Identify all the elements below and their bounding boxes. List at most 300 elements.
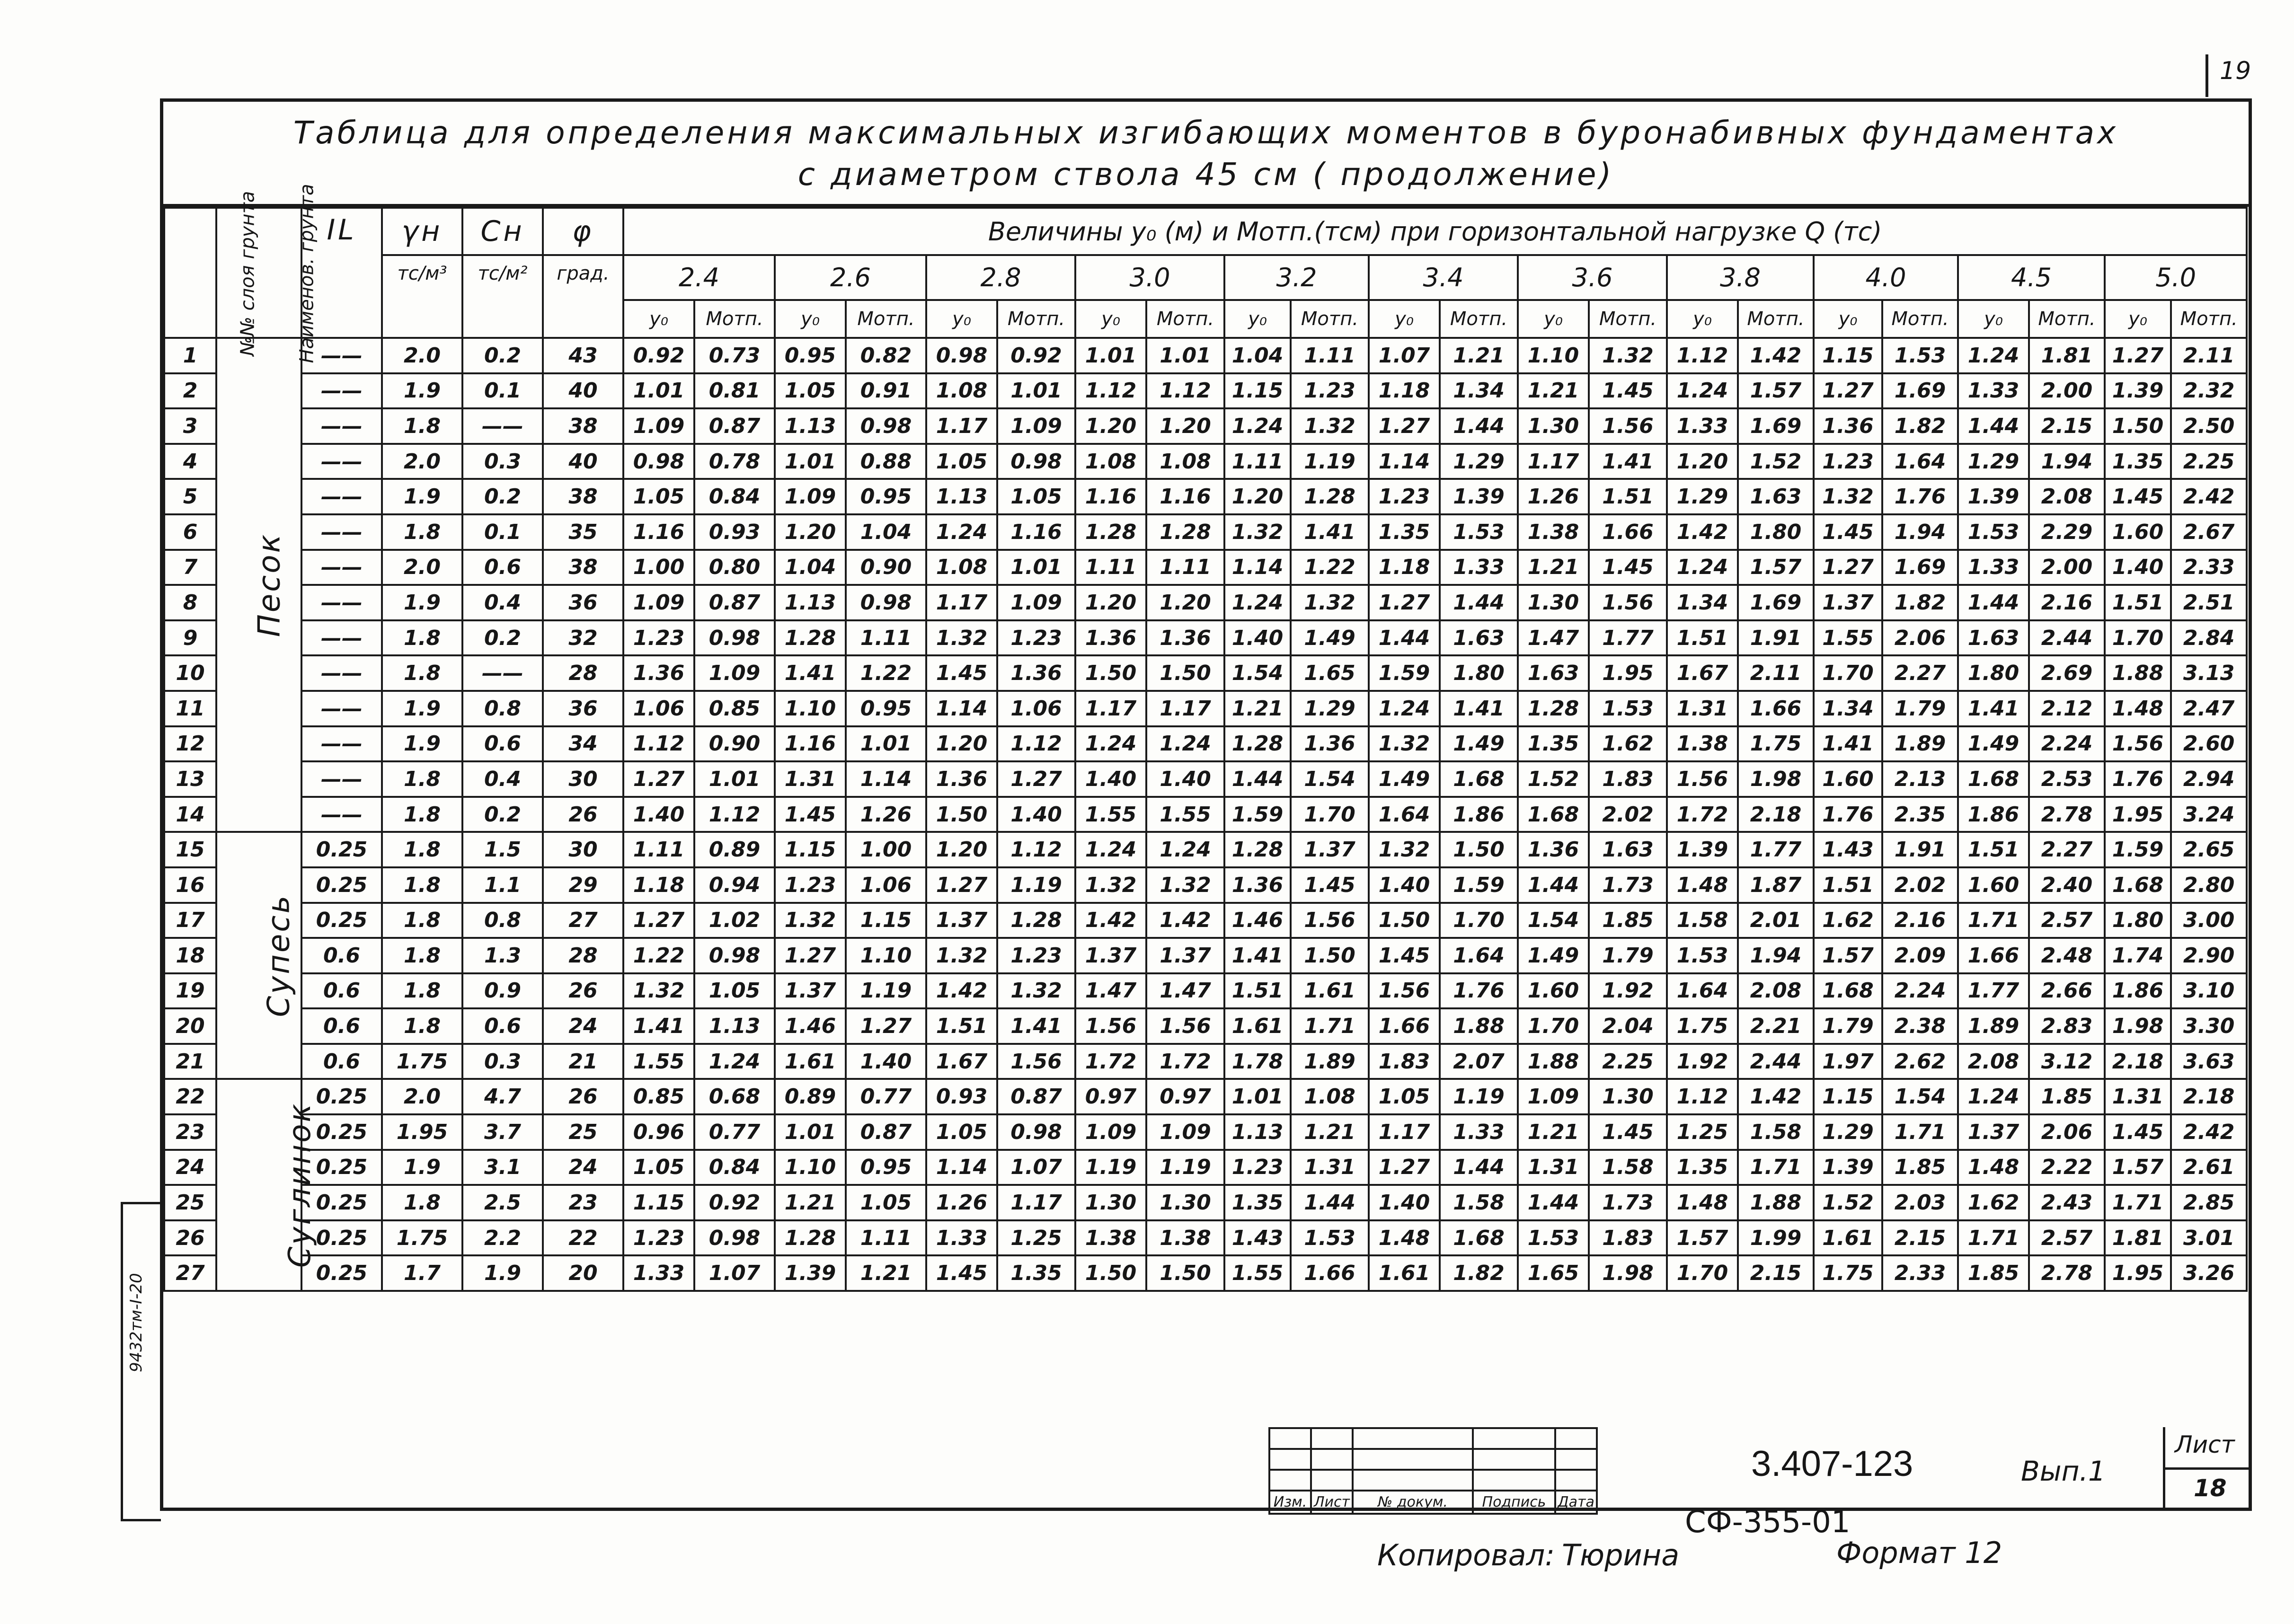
motp-subheader: Мотп. [1738, 300, 1814, 338]
y0-value: 1.68 [1518, 797, 1589, 832]
y0-value: 1.86 [1958, 797, 2029, 832]
gamma-value: 1.8 [382, 832, 462, 867]
motp-value: 0.80 [694, 550, 775, 585]
motp-value: 1.88 [1738, 1185, 1814, 1220]
motp-value: 2.29 [2029, 514, 2105, 550]
motp-value: 0.81 [694, 373, 775, 409]
y0-value: 1.29 [1958, 444, 2029, 479]
y0-value: 1.63 [1518, 655, 1589, 691]
y0-value: 1.45 [2105, 1114, 2171, 1150]
y0-value: 1.34 [1667, 585, 1738, 620]
y0-value: 1.35 [1667, 1150, 1738, 1185]
motp-value: 1.28 [997, 903, 1075, 938]
gamma-value: 1.8 [382, 408, 462, 444]
y0-value: 1.13 [926, 479, 997, 514]
y0-value: 1.27 [1814, 373, 1882, 409]
motp-value: 2.32 [2171, 373, 2247, 409]
gamma-value: 2.0 [382, 338, 462, 373]
motp-value: 1.05 [846, 1185, 926, 1220]
motp-value: 2.08 [2029, 479, 2105, 514]
y0-value: 1.21 [775, 1185, 846, 1220]
y0-value: 1.20 [926, 726, 997, 762]
y0-value: 1.37 [926, 903, 997, 938]
revision-grid [1268, 1427, 1598, 1515]
motp-value: 1.94 [1738, 938, 1814, 973]
motp-value: 1.37 [1291, 832, 1369, 867]
motp-value: 2.25 [1589, 1044, 1667, 1079]
phi-value: 43 [543, 338, 623, 373]
y0-value: 1.61 [1369, 1255, 1440, 1291]
y0-value: 1.23 [1814, 444, 1882, 479]
y0-subheader: y₀ [1369, 300, 1440, 338]
il-value: —— [301, 408, 382, 444]
load-header: 4.0 [1814, 255, 1958, 300]
y0-value: 1.16 [775, 726, 846, 762]
motp-value: 1.42 [1738, 1079, 1814, 1114]
motp-subheader: Мотп. [2171, 300, 2247, 338]
y0-value: 1.55 [623, 1044, 694, 1079]
motp-subheader: Мотп. [1146, 300, 1224, 338]
motp-value: 1.55 [1146, 797, 1224, 832]
y0-value: 1.68 [1814, 973, 1882, 1009]
c-value: —— [462, 408, 543, 444]
y0-value: 1.53 [1518, 1220, 1589, 1256]
y0-value: 1.57 [2105, 1150, 2171, 1185]
y0-value: 1.78 [1224, 1044, 1291, 1079]
y0-value: 1.88 [2105, 655, 2171, 691]
table-row [164, 444, 2247, 479]
motp-value: 1.07 [694, 1255, 775, 1291]
motp-value: 0.97 [1146, 1079, 1224, 1114]
motp-value: 2.43 [2029, 1185, 2105, 1220]
y0-value: 1.60 [2105, 514, 2171, 550]
y0-value: 1.17 [1075, 691, 1146, 726]
y0-value: 1.83 [1369, 1044, 1440, 1079]
motp-value: 1.92 [1589, 973, 1667, 1009]
y0-value: 1.42 [926, 973, 997, 1009]
motp-value: 0.77 [846, 1079, 926, 1114]
motp-value: 1.58 [1589, 1150, 1667, 1185]
y0-value: 1.71 [1958, 903, 2029, 938]
motp-value: 1.95 [1589, 655, 1667, 691]
y0-value: 1.32 [1224, 514, 1291, 550]
motp-value: 1.30 [1146, 1185, 1224, 1220]
y0-value: 1.43 [1814, 832, 1882, 867]
y0-value: 1.64 [1369, 797, 1440, 832]
y0-value: 1.36 [926, 761, 997, 797]
soil-group-name: Супесь [216, 832, 301, 1079]
motp-value: 2.00 [2029, 373, 2105, 409]
y0-value: 1.46 [775, 1008, 846, 1044]
il-value: 0.25 [301, 1079, 382, 1114]
motp-value: 1.79 [1589, 938, 1667, 973]
y0-value: 1.37 [1958, 1114, 2029, 1150]
y0-value: 1.80 [1958, 655, 2029, 691]
y0-value: 1.32 [926, 620, 997, 656]
header-c-unit: тс/м² [462, 255, 543, 338]
motp-value: 1.44 [1291, 1185, 1369, 1220]
y0-value: 1.68 [1958, 761, 2029, 797]
motp-value: 3.30 [2171, 1008, 2247, 1044]
motp-value: 1.32 [1291, 408, 1369, 444]
motp-value: 1.08 [1291, 1079, 1369, 1114]
y0-value: 1.39 [1667, 832, 1738, 867]
y0-value: 1.10 [775, 691, 846, 726]
y0-value: 1.44 [1518, 867, 1589, 903]
motp-value: 1.75 [1738, 726, 1814, 762]
y0-value: 1.09 [1075, 1114, 1146, 1150]
motp-value: 1.89 [1882, 726, 1958, 762]
y0-value: 1.38 [1518, 514, 1589, 550]
table-row [164, 620, 2247, 656]
y0-subheader: y₀ [1667, 300, 1738, 338]
soil-group-name: Суглинок [216, 1079, 301, 1291]
motp-value: 1.09 [997, 408, 1075, 444]
motp-value: 1.53 [1440, 514, 1518, 550]
il-value: —— [301, 691, 382, 726]
phi-value: 26 [543, 797, 623, 832]
motp-value: 1.36 [1291, 726, 1369, 762]
header-row-no: №№ слоя грунта [164, 208, 216, 338]
y0-value: 0.97 [1075, 1079, 1146, 1114]
motp-value: 1.50 [1146, 655, 1224, 691]
title-line-2: с диаметром ствола 45 см ( продолжение) [797, 156, 1614, 193]
motp-value: 1.71 [1882, 1114, 1958, 1150]
motp-subheader: Мотп. [694, 300, 775, 338]
y0-value: 1.24 [1958, 1079, 2029, 1114]
motp-value: 0.98 [694, 1220, 775, 1256]
phi-value: 32 [543, 620, 623, 656]
motp-value: 2.94 [2171, 761, 2247, 797]
motp-value: 3.00 [2171, 903, 2247, 938]
archive-number: СФ-355-01 [1685, 1505, 1851, 1540]
y0-value: 1.29 [1814, 1114, 1882, 1150]
motp-value: 2.33 [1882, 1255, 1958, 1291]
motp-value: 0.84 [694, 1150, 775, 1185]
y0-value: 1.40 [1369, 1185, 1440, 1220]
motp-value: 1.00 [846, 832, 926, 867]
motp-value: 3.63 [2171, 1044, 2247, 1079]
y0-value: 1.01 [1224, 1079, 1291, 1114]
motp-value: 1.26 [846, 797, 926, 832]
y0-value: 1.23 [623, 620, 694, 656]
motp-value: 1.64 [1440, 938, 1518, 973]
motp-value: 1.28 [1291, 479, 1369, 514]
y0-value: 1.71 [2105, 1185, 2171, 1220]
y0-value: 1.61 [1224, 1008, 1291, 1044]
gamma-value: 1.8 [382, 514, 462, 550]
y0-subheader: y₀ [926, 300, 997, 338]
motp-value: 1.01 [997, 373, 1075, 409]
phi-value: 38 [543, 550, 623, 585]
motp-value: 2.24 [2029, 726, 2105, 762]
y0-value: 1.47 [1518, 620, 1589, 656]
y0-value: 1.65 [1518, 1255, 1589, 1291]
y0-value: 1.20 [1075, 585, 1146, 620]
motp-value: 2.57 [2029, 1220, 2105, 1256]
motp-value: 0.95 [846, 691, 926, 726]
row-number: 7 [164, 550, 216, 585]
y0-value: 1.10 [1518, 338, 1589, 373]
motp-value: 1.40 [997, 797, 1075, 832]
row-number: 4 [164, 444, 216, 479]
motp-value: 1.63 [1440, 620, 1518, 656]
y0-value: 1.57 [1667, 1220, 1738, 1256]
y0-value: 1.60 [1958, 867, 2029, 903]
motp-value: 2.33 [2171, 550, 2247, 585]
c-value: 0.8 [462, 691, 543, 726]
motp-value: 1.56 [997, 1044, 1075, 1079]
motp-value: 1.59 [1440, 867, 1518, 903]
y0-value: 1.14 [1369, 444, 1440, 479]
y0-value: 1.33 [1958, 373, 2029, 409]
y0-value: 1.32 [1369, 726, 1440, 762]
y0-value: 1.32 [1075, 867, 1146, 903]
y0-value: 1.52 [1518, 761, 1589, 797]
y0-value: 1.28 [1518, 691, 1589, 726]
motp-value: 1.21 [1440, 338, 1518, 373]
sheet-format: Формат 12 [1836, 1536, 2002, 1570]
c-value: —— [462, 655, 543, 691]
y0-value: 1.41 [1958, 691, 2029, 726]
y0-value: 1.44 [1224, 761, 1291, 797]
y0-value: 1.12 [1667, 338, 1738, 373]
phi-value: 30 [543, 761, 623, 797]
row-number: 20 [164, 1008, 216, 1044]
y0-value: 0.89 [775, 1079, 846, 1114]
gamma-value: 1.8 [382, 797, 462, 832]
y0-value: 1.28 [775, 1220, 846, 1256]
y0-value: 1.16 [623, 514, 694, 550]
motp-value: 2.09 [1882, 938, 1958, 973]
y0-value: 1.36 [1814, 408, 1882, 444]
motp-value: 0.98 [997, 1114, 1075, 1150]
motp-value: 1.85 [1589, 903, 1667, 938]
y0-value: 1.19 [1075, 1150, 1146, 1185]
gamma-value: 1.9 [382, 726, 462, 762]
gamma-value: 1.95 [382, 1114, 462, 1150]
motp-value: 2.02 [1882, 867, 1958, 903]
il-value: —— [301, 797, 382, 832]
motp-value: 3.12 [2029, 1044, 2105, 1079]
motp-value: 1.04 [846, 514, 926, 550]
motp-value: 2.15 [2029, 408, 2105, 444]
y0-value: 1.32 [623, 973, 694, 1009]
gamma-value: 1.75 [382, 1220, 462, 1256]
gamma-value: 1.9 [382, 479, 462, 514]
y0-value: 1.09 [623, 408, 694, 444]
motp-value: 1.68 [1440, 761, 1518, 797]
y0-value: 1.33 [623, 1255, 694, 1291]
y0-value: 1.22 [623, 938, 694, 973]
motp-value: 1.25 [997, 1220, 1075, 1256]
phi-value: 40 [543, 444, 623, 479]
motp-value: 1.98 [1589, 1255, 1667, 1291]
y0-value: 1.43 [1224, 1220, 1291, 1256]
y0-value: 1.20 [775, 514, 846, 550]
y0-subheader: y₀ [1075, 300, 1146, 338]
motp-value: 1.12 [694, 797, 775, 832]
y0-value: 1.92 [1667, 1044, 1738, 1079]
y0-value: 1.55 [1075, 797, 1146, 832]
motp-value: 1.52 [1738, 444, 1814, 479]
motp-value: 1.11 [846, 620, 926, 656]
motp-value: 0.98 [846, 585, 926, 620]
y0-value: 1.52 [1814, 1185, 1882, 1220]
motp-value: 1.12 [997, 832, 1075, 867]
motp-value: 2.50 [2171, 408, 2247, 444]
stamp-label-sign: Подпись [1473, 1491, 1555, 1514]
gamma-value: 1.75 [382, 1044, 462, 1079]
c-value: 2.5 [462, 1185, 543, 1220]
motp-value: 1.76 [1882, 479, 1958, 514]
motp-value: 1.13 [694, 1008, 775, 1044]
y0-value: 1.70 [2105, 620, 2171, 656]
y0-value: 1.45 [775, 797, 846, 832]
y0-value: 1.39 [775, 1255, 846, 1291]
motp-value: 0.92 [694, 1185, 775, 1220]
y0-value: 1.41 [1814, 726, 1882, 762]
gamma-value: 1.8 [382, 761, 462, 797]
il-value: —— [301, 338, 382, 373]
y0-value: 1.95 [2105, 1255, 2171, 1291]
row-number: 10 [164, 655, 216, 691]
row-number: 17 [164, 903, 216, 938]
y0-value: 1.18 [1369, 550, 1440, 585]
motp-value: 0.90 [694, 726, 775, 762]
y0-value: 1.28 [1075, 514, 1146, 550]
motp-value: 1.32 [1291, 585, 1369, 620]
y0-value: 1.62 [1958, 1185, 2029, 1220]
phi-value: 36 [543, 585, 623, 620]
y0-value: 1.24 [1958, 338, 2029, 373]
y0-subheader: y₀ [1518, 300, 1589, 338]
motp-value: 1.91 [1738, 620, 1814, 656]
y0-value: 1.16 [1075, 479, 1146, 514]
y0-value: 1.11 [1224, 444, 1291, 479]
motp-value: 2.06 [2029, 1114, 2105, 1150]
y0-value: 1.24 [1224, 408, 1291, 444]
y0-value: 1.36 [623, 655, 694, 691]
y0-value: 1.72 [1667, 797, 1738, 832]
motp-value: 1.38 [1146, 1220, 1224, 1256]
y0-value: 1.37 [1075, 938, 1146, 973]
il-value: 0.25 [301, 1220, 382, 1256]
motp-value: 2.62 [1882, 1044, 1958, 1079]
y0-value: 1.24 [1075, 726, 1146, 762]
motp-value: 1.99 [1738, 1220, 1814, 1256]
motp-value: 1.11 [1146, 550, 1224, 585]
y0-value: 1.06 [623, 691, 694, 726]
motp-value: 0.78 [694, 444, 775, 479]
il-value: —— [301, 655, 382, 691]
motp-value: 1.22 [1291, 550, 1369, 585]
motp-value: 0.87 [846, 1114, 926, 1150]
row-number: 2 [164, 373, 216, 409]
y0-value: 1.48 [1958, 1150, 2029, 1185]
c-value: 1.3 [462, 938, 543, 973]
motp-subheader: Мотп. [846, 300, 926, 338]
table-row [164, 1079, 2247, 1114]
y0-value: 1.45 [1814, 514, 1882, 550]
il-value: 0.25 [301, 867, 382, 903]
phi-value: 40 [543, 373, 623, 409]
y0-value: 2.18 [2105, 1044, 2171, 1079]
y0-value: 1.34 [1814, 691, 1882, 726]
y0-value: 1.28 [1224, 832, 1291, 867]
y0-value: 0.95 [775, 338, 846, 373]
corner-line [2205, 54, 2208, 97]
table-row [164, 1008, 2247, 1044]
motp-value: 3.26 [2171, 1255, 2247, 1291]
y0-value: 1.32 [1369, 832, 1440, 867]
y0-value: 1.61 [775, 1044, 846, 1079]
table-row [164, 691, 2247, 726]
sheet-divider [2165, 1467, 2250, 1470]
header-values-caption: Величины у₀ (м) и Мотп.(тсм) при горизонтальной нагрузке Q (тс) [623, 208, 2247, 255]
y0-value: 1.40 [1075, 761, 1146, 797]
motp-value: 1.70 [1291, 797, 1369, 832]
gamma-value: 2.0 [382, 444, 462, 479]
gamma-value: 1.9 [382, 691, 462, 726]
motp-value: 1.80 [1440, 655, 1518, 691]
y0-value: 1.09 [775, 479, 846, 514]
y0-value: 1.55 [1224, 1255, 1291, 1291]
motp-value: 0.88 [846, 444, 926, 479]
motp-value: 1.85 [1882, 1150, 1958, 1185]
y0-value: 1.36 [1518, 832, 1589, 867]
sheet-number: 18 [2194, 1474, 2227, 1502]
c-value: 0.4 [462, 585, 543, 620]
load-header: 3.6 [1518, 255, 1667, 300]
y0-value: 1.60 [1814, 761, 1882, 797]
motp-value: 1.07 [997, 1150, 1075, 1185]
y0-value: 1.57 [1814, 938, 1882, 973]
y0-value: 1.27 [926, 867, 997, 903]
il-value: —— [301, 479, 382, 514]
motp-value: 2.07 [1440, 1044, 1518, 1079]
y0-value: 1.51 [926, 1008, 997, 1044]
il-value: 0.6 [301, 938, 382, 973]
load-header: 5.0 [2105, 255, 2247, 300]
row-number: 27 [164, 1255, 216, 1291]
motp-value: 1.30 [1589, 1079, 1667, 1114]
y0-value: 1.09 [1518, 1079, 1589, 1114]
motp-value: 1.17 [1146, 691, 1224, 726]
motp-subheader: Мотп. [1589, 300, 1667, 338]
stamp-label-date: Дата [1555, 1491, 1597, 1514]
y0-value: 1.35 [1518, 726, 1589, 762]
y0-value: 1.01 [775, 1114, 846, 1150]
motp-value: 1.33 [1440, 550, 1518, 585]
table-row [164, 1185, 2247, 1220]
table-row [164, 761, 2247, 797]
table-row [164, 1220, 2247, 1256]
y0-value: 1.32 [775, 903, 846, 938]
motp-value: 1.01 [1146, 338, 1224, 373]
y0-value: 1.63 [1958, 620, 2029, 656]
y0-value: 1.33 [1958, 550, 2029, 585]
y0-value: 1.46 [1224, 903, 1291, 938]
y0-value: 1.50 [926, 797, 997, 832]
y0-value: 1.05 [926, 444, 997, 479]
motp-value: 2.47 [2171, 691, 2247, 726]
row-number: 3 [164, 408, 216, 444]
motp-value: 0.98 [997, 444, 1075, 479]
load-header: 2.4 [623, 255, 775, 300]
motp-value: 2.11 [1738, 655, 1814, 691]
y0-value: 1.49 [1518, 938, 1589, 973]
